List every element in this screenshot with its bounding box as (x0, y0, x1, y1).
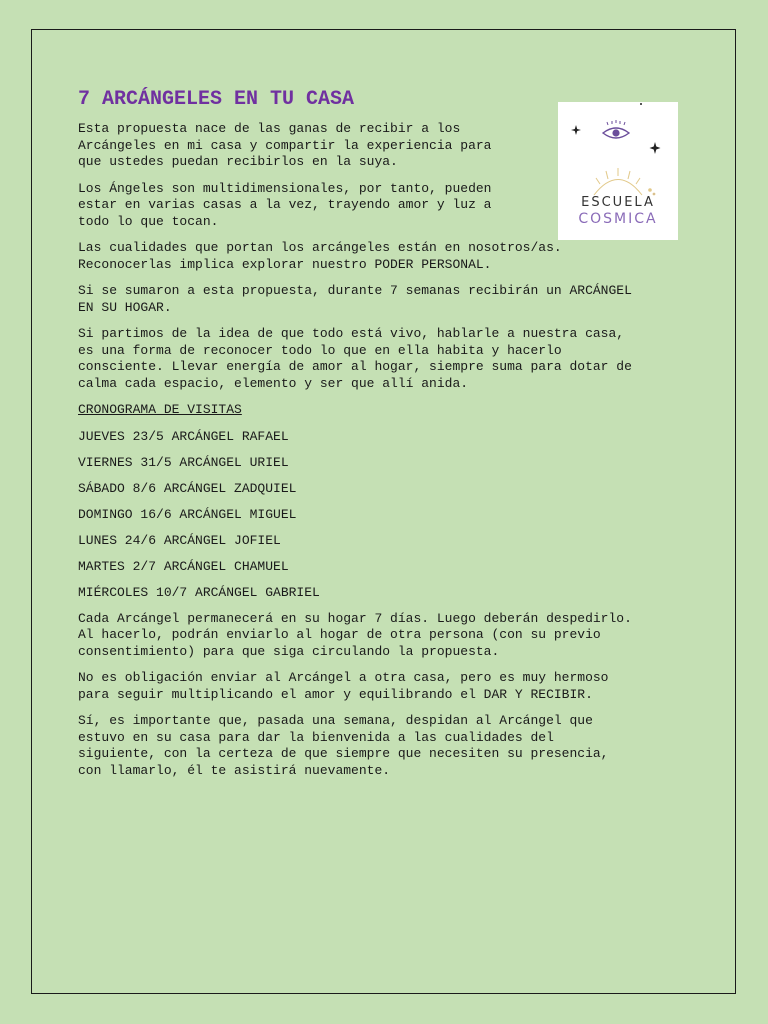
schedule-item: DOMINGO 16/6 ARCÁNGEL MIGUEL (78, 506, 297, 522)
schedule-item: JUEVES 23/5 ARCÁNGEL RAFAEL (78, 428, 289, 444)
paragraph: No es obligación enviar al Arcángel a otra casa, pero es muy hermoso para seguir multiplicando el amor y equilibrando el DAR Y RECIBIR. (78, 670, 609, 702)
document-body (78, 88, 638, 789)
paragraph: Si se sumaron a esta propuesta, durante 7 semanas recibirán un ARCÁNGEL EN SU HOGAR. (78, 283, 632, 315)
schedule-item: SÁBADO 8/6 ARCÁNGEL ZADQUIEL (78, 480, 297, 496)
intro-section (78, 121, 638, 230)
schedule-item: VIERNES 31/5 ARCÁNGEL URIEL (78, 454, 289, 470)
paragraph: Las cualidades que portan los arcángeles están en nosotros/as. Reconocerlas implica explorar nuestro PODER PERSONAL. (78, 240, 562, 272)
schedule-heading: CRONOGRAMA DE VISITAS (78, 402, 242, 417)
paragraph: Los Ángeles son multidimensionales, por tanto, pueden estar en varias casas a la vez, trayendo amor y luz a todo lo que tocan. (78, 180, 492, 229)
schedule-item: LUNES 24/6 ARCÁNGEL JOFIEL (78, 532, 281, 548)
schedule-item: MARTES 2/7 ARCÁNGEL CHAMUEL (78, 558, 289, 574)
logo-text-escuela: ESCUELA (581, 195, 655, 210)
paragraph: Esta propuesta nace de las ganas de recibir a los Arcángeles en mi casa y compartir la experiencia para que ustedes puedan recibirlos en la suya. (78, 121, 492, 169)
paragraph: Si partimos de la idea de que todo está vivo, hablarle a nuestra casa, es una forma de reconocer todo lo que en ella habita y hacerlo consciente. Llevar energía de amor al hogar, siempre suma para dotar de calma cada espacio, elemento y ser que allí anida. (78, 326, 632, 391)
paragraph: Cada Arcángel permanecerá en su hogar 7 días. Luego deberán despedirlo. Al hacerlo, podrán enviarlo al hogar de otra persona (con su previo consentimiento) para que siga circulando la propuesta. (78, 610, 632, 659)
logo-text-cosmica: COSMICA (578, 211, 658, 227)
document-title: 7 ARCÁNGELES EN TU CASA (78, 88, 355, 111)
schedule-list (78, 429, 638, 602)
schedule-item: MIÉRCOLES 10/7 ARCÁNGEL GABRIEL (78, 584, 320, 600)
paragraph: Sí, es importante que, pasada una semana, despidan al Arcángel que estuvo en su casa para dar la bienvenida a las cualidades del siguiente, con la certeza de que siempre que necesiten su presencia, con llamarlo, él te asistirá nuevamente. (78, 713, 609, 778)
